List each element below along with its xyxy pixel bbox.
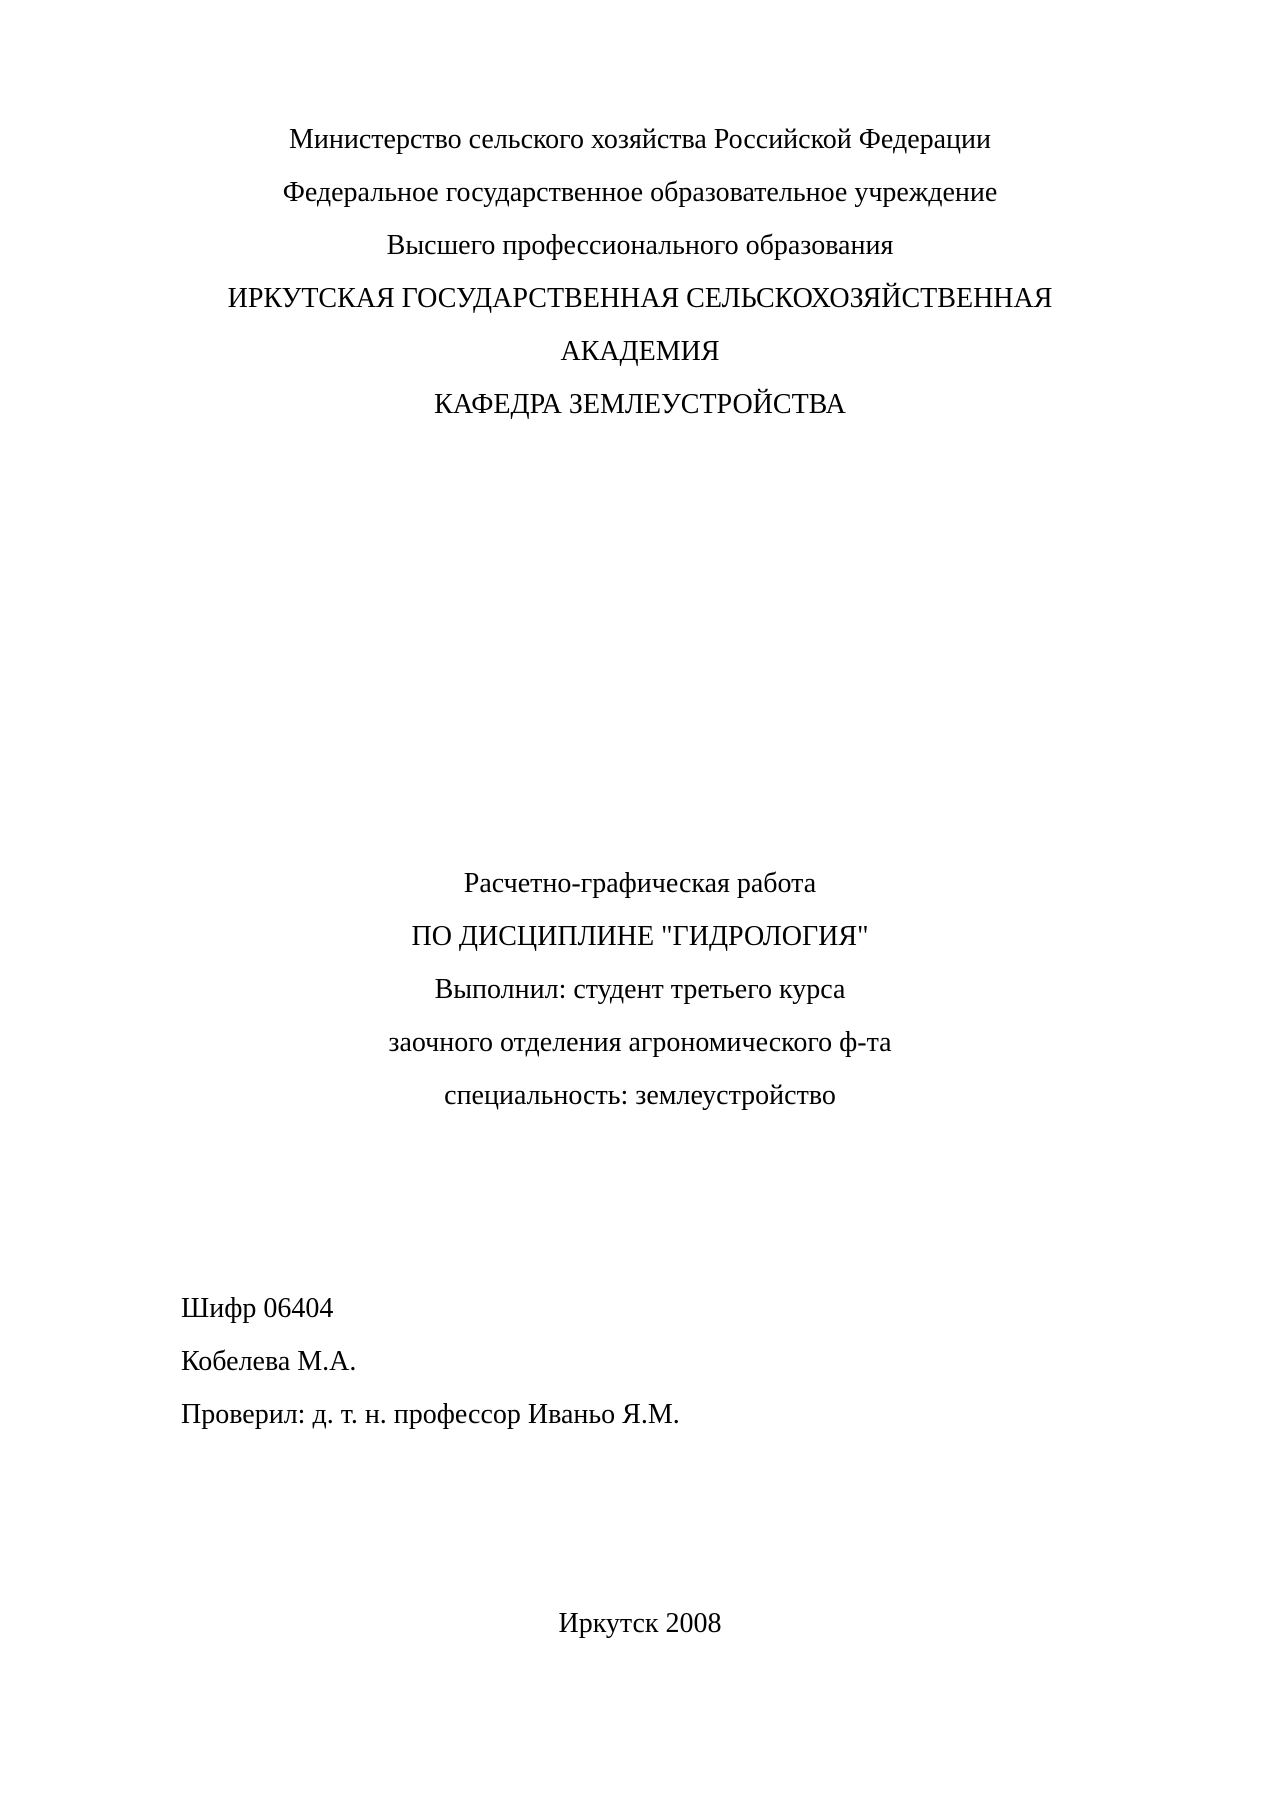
checked-by-line: Проверил: д. т. н. профессор Иваньо Я.М. bbox=[181, 1399, 680, 1430]
institution-type-line: Федеральное государственное образовательное учреждение bbox=[282, 177, 998, 208]
specialty-line: специальность: землеустройство bbox=[444, 1080, 836, 1111]
education-level-line: Высшего профессионального образования bbox=[386, 230, 894, 261]
academy-name-line-1: ИРКУТСКАЯ ГОСУДАРСТВЕННАЯ СЕЛЬСКОХОЗЯЙСТВЕННАЯ bbox=[227, 283, 1053, 314]
cipher-line: Шифр 06404 bbox=[181, 1293, 334, 1324]
work-type-line: Расчетно-графическая работа bbox=[463, 868, 817, 899]
student-name-line: Кобелева М.А. bbox=[181, 1346, 357, 1377]
ministry-line: Министерство сельского хозяйства Российской Федерации bbox=[289, 124, 991, 155]
discipline-line: ПО ДИСЦИПЛИНЕ "ГИДРОЛОГИЯ" bbox=[411, 921, 869, 952]
city-year-line: Иркутск 2008 bbox=[558, 1608, 722, 1639]
department-line: КАФЕДРА ЗЕМЛЕУСТРОЙСТВА bbox=[434, 389, 846, 420]
department-form-line: заочного отделения агрономического ф-та bbox=[388, 1027, 892, 1058]
academy-name-line-2: АКАДЕМИЯ bbox=[560, 336, 720, 367]
performer-line: Выполнил: студент третьего курса bbox=[434, 974, 846, 1005]
